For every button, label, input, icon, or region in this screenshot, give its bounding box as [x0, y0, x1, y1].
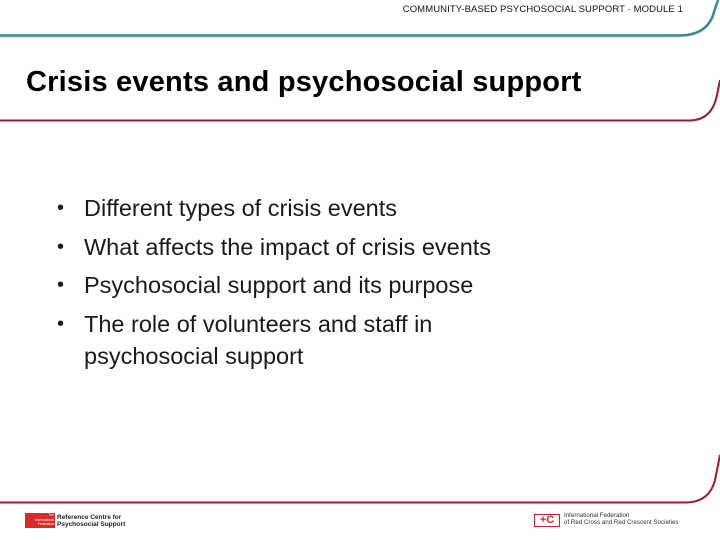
badge-line: Federation [37, 522, 54, 527]
module-header: COMMUNITY-BASED PSYCHOSOCIAL SUPPORT · MODULE 1 [402, 4, 683, 15]
bullet-icon: • [57, 235, 65, 258]
badge-line: International [35, 517, 54, 522]
logo-line: Psychosocial Support [57, 520, 126, 528]
ifrc-text [564, 513, 679, 527]
reference-centre-logo [25, 513, 125, 528]
logo-line: International Federation [564, 512, 630, 520]
bullet-text: Psychosocial support and its purpose [84, 272, 474, 298]
bullet-text: Different types of crisis events [84, 195, 398, 221]
logo-line: Reference Centre for [57, 513, 122, 521]
bullet-list [56, 192, 616, 378]
bullet-icon: • [57, 274, 65, 296]
bullet-item [56, 308, 524, 372]
bullet-icon: • [57, 197, 65, 219]
bullet-item [56, 269, 616, 301]
federation-badge-icon [25, 513, 55, 528]
bullet-icon: • [57, 312, 65, 335]
bullet-text: The role of volunteers and staff in psychosocial support [84, 310, 433, 369]
bullet-item [56, 231, 616, 263]
badge-line: The [48, 513, 54, 517]
ifrc-logo [534, 513, 679, 527]
reference-centre-text [57, 514, 125, 528]
logo-line: of Red Cross and Red Crescent Societies [564, 519, 679, 526]
bullet-text: What affects the impact of crisis events [84, 233, 492, 260]
bullet-item [56, 192, 616, 224]
slide-title: Crisis events and psychosocial support [26, 66, 582, 98]
red-cross-crescent-icon: +C [534, 514, 560, 527]
